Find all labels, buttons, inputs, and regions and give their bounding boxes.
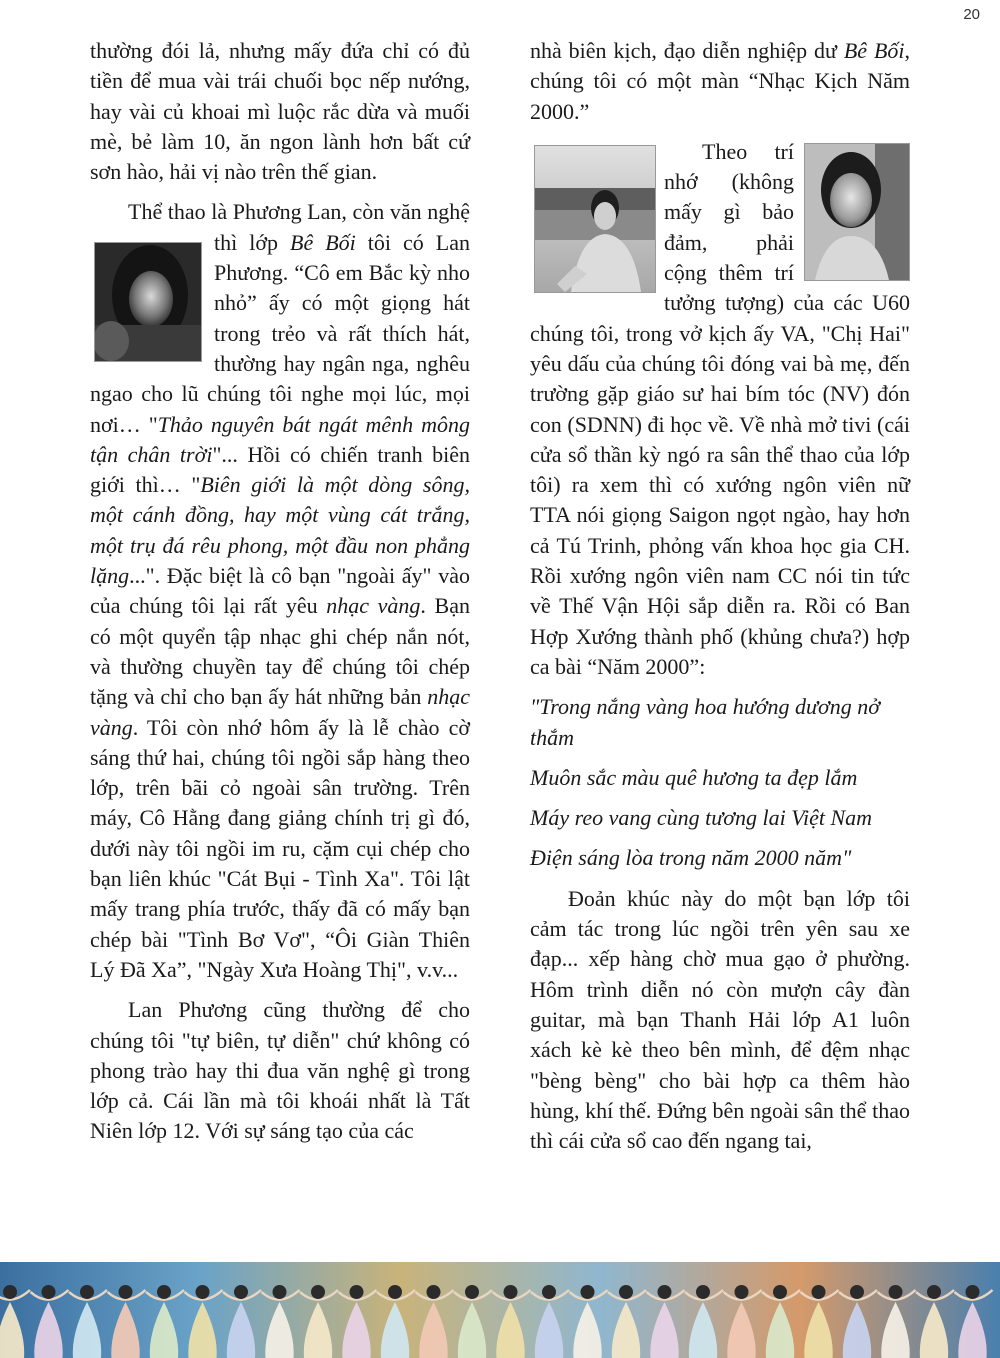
song-verse-line-1: [530, 692, 910, 753]
genre-italic: nhạc vàng: [90, 684, 470, 740]
page-number: 20: [963, 6, 980, 23]
footer-decorative-painting: [0, 1262, 1000, 1358]
verse-text: Điện sáng lòa trong năm 2000 năm": [530, 845, 852, 871]
text-run: ...". Đặc biệt là cô bạn "ngoài ấy" vào của chúng tôi lại rất yêu: [90, 563, 470, 619]
right-column: [530, 36, 910, 1166]
text-run: . Bạn có một quyển tập nhạc ghi chép nắn nót, và thường chuyền tay để chúng tôi chép tặng và chỉ cho bạn ấy hát những bản: [90, 593, 470, 710]
text-run: . Tôi còn nhớ hôm ấy là lễ chào cờ sáng thứ hai, chúng tôi ngồi sắp hàng theo lớp, trên bãi cỏ ngoài sân trường. Trên máy, Cô Hằng đang giảng chính trị gì đó, dưới này tôi ngồi im ru, cặm cụi chép cho bạn liên khúc "Cát Bụi - Tình Xa". Tôi lật mấy trang phía trước, thấy đã có mấy bạn chép bài "Tình Bơ Vơ", “Ôi Giàn Thiên Lý Đã Xa”, "Ngày Xưa Hoàng Thị", v.v...: [90, 714, 470, 982]
song-verse-line-4: [530, 843, 910, 873]
genre-italic: nhạc vàng: [326, 593, 421, 619]
text-run: "... Hồi có chiến tranh biên giới thì… ": [90, 441, 471, 498]
text-run: tôi có Lan Phương. “Cô em Bắc kỳ nho nhỏ” ấy có một giọng hát trong trẻo và rất thích hát, thường hay ngân nga, nghêu ngao cho lũ chúng tôi nghe mọi lúc, mọi nơi… ": [90, 229, 470, 437]
photo-lan-phuong: [94, 242, 202, 362]
photo-young-man: [534, 145, 656, 293]
left-paragraph-3: Lan Phương cũng thường để cho chúng tôi "tự biên, tự diễn" chứ không có phong trào hay thi đua văn nghệ gì trong lớp cả. Cái lần mà tôi khoái nhất là Tất Niên lớp 12. Với sự sáng tạo của các: [90, 997, 470, 1144]
right-paragraph-3: Đoản khúc này do một bạn lớp tôi cảm tác trong lúc ngồi trên yên sau xe đạp... xếp hàng chờ mua gạo ở phường. Hôm trình diễn nó còn mượn cây đàn guitar, mà bạn Thanh Hải lớp A1 luôn xách kè kè theo bên mình, để đệm nhạc "bèng bèng" cho bài hợp ca thêm hào hùng, khí thế. Đứng bên ngoài sân thể thao thì cái cửa sổ cao đến ngang tai,: [530, 885, 910, 1154]
verse-text: Máy reo vang cùng tương lai Việt Nam: [530, 805, 873, 831]
song-lyric-italic: Thảo nguyên bát ngát mênh mông tận chân trời: [90, 411, 470, 467]
text-run: Theo trí nhớ (không mấy gì bảo đảm, phải cộng thêm trí tưởng tượng) của các U60 chúng tôi, trong vở kịch ấy VA, "Chị Hai" yêu dấu của chúng tôi đóng vai bà mẹ, đến trường gặp giáo sư hai bím tóc (NV) đón con (SDNN) đi học về. Về nhà mở tivi (cái cửa sổ thần kỳ ngó ra sân thể thao của lớp tôi) ra xem thì có xướng ngôn viên nữ TTA nói giọng Saigon ngọt ngào, hay hơn cả Tú Trinh, phỏng vấn khoa học gia CH. Rồi xướng ngôn viên nam CC nói tin tức về Thế Vận Hội sắp diễn ra. Rồi có Ban Hợp Xướng thành phố (khủng chưa?) hợp ca bài “Năm 2000”:: [530, 138, 910, 679]
text-run: Thể thao là Phương Lan, còn văn nghệ thì lớp: [128, 199, 470, 255]
left-paragraph-2: [90, 197, 470, 985]
song-verse-line-3: [530, 803, 910, 833]
class-name-italic: Bê Bối: [290, 229, 356, 255]
song-lyric-italic: Biên giới là một dòng sông, một cánh đồng, hay một vùng cát trắng, một trụ đá rêu phong, một đầu non phẳng lặng: [90, 472, 470, 589]
verse-text: "Trong nắng vàng hoa hướng dương nở thắm: [530, 694, 880, 750]
text-run: nhà biên kịch, đạo diễn nghiệp dư: [530, 38, 844, 63]
photo-chi-hai: [804, 143, 910, 281]
right-paragraph-1: [530, 36, 910, 127]
left-paragraph-1: thường đói lả, nhưng mấy đứa chỉ có đủ tiền để mua vài trái chuối bọc nếp nướng, hay vài củ khoai mì luộc rắc dừa và muối mè, bẻ làm 10, ăn ngon lành hơn bất cứ sơn hào, hải vị nào trên thế gian.: [90, 38, 470, 185]
text-run: , chúng tôi có một màn “Nhạc Kịch Năm 2000.”: [530, 38, 910, 124]
song-verse-line-2: [530, 763, 910, 793]
left-column: [90, 36, 470, 1157]
verse-text: Muôn sắc màu quê hương ta đẹp lắm: [530, 764, 858, 790]
class-name-italic: Bê Bối: [843, 38, 905, 63]
